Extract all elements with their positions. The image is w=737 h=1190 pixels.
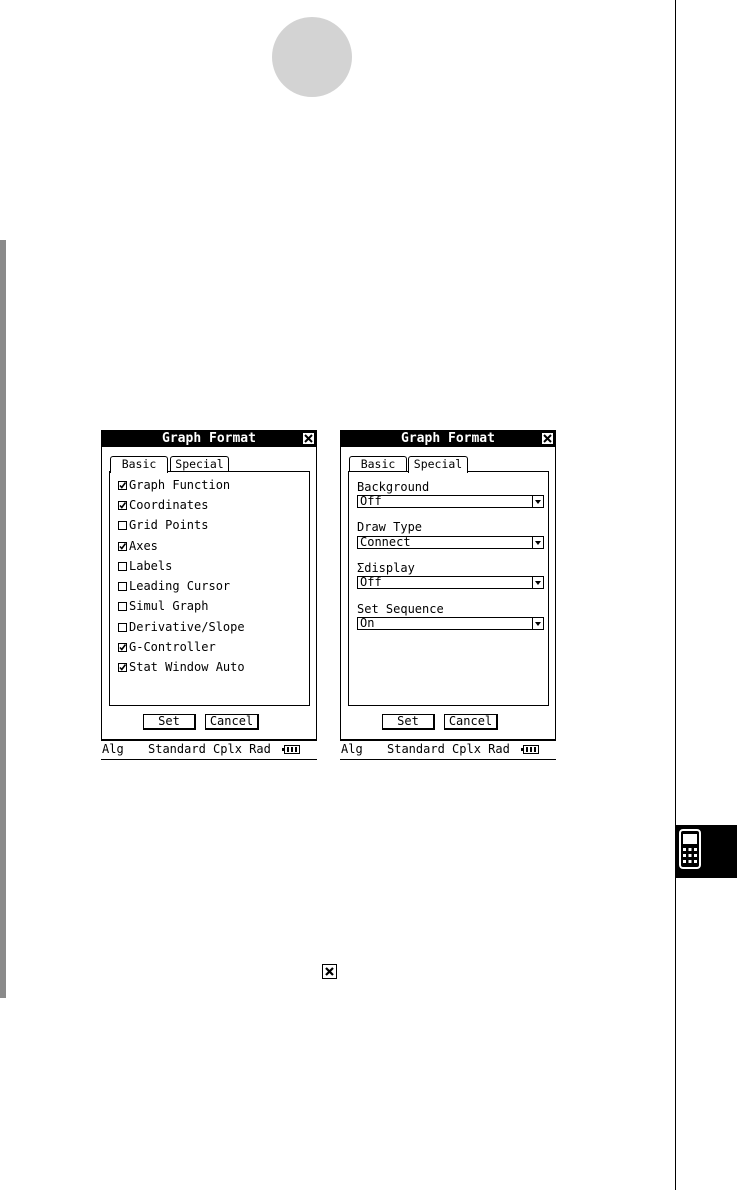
- right-margin-rule: [675, 0, 676, 1190]
- select-value: On: [360, 616, 375, 630]
- battery-icon: [282, 745, 300, 754]
- option-label: Coordinates: [129, 498, 209, 512]
- graph-format-dialog: [340, 430, 556, 740]
- select-value: Off: [360, 494, 382, 508]
- status-mode[interactable]: Alg: [341, 742, 363, 756]
- calculator-icon: [679, 829, 701, 869]
- battery-icon: [521, 745, 539, 754]
- background-select[interactable]: [357, 495, 544, 508]
- graph-format-screen-special: [340, 430, 556, 760]
- status-mode[interactable]: Alg: [102, 742, 124, 756]
- dialog-title: Graph Format: [162, 431, 256, 446]
- dropdown-arrow-icon[interactable]: [532, 537, 543, 548]
- checkbox-checked-icon: [118, 501, 127, 510]
- set-button[interactable]: Set: [382, 714, 435, 730]
- sigma-display-select[interactable]: [357, 576, 544, 589]
- cancel-button[interactable]: Cancel: [444, 714, 498, 730]
- option-label: Simul Graph: [129, 599, 209, 613]
- tab-special[interactable]: Special: [408, 456, 468, 473]
- select-value: Connect: [360, 535, 411, 549]
- option-label: Labels: [129, 559, 173, 573]
- checkbox-checked-icon: [118, 643, 127, 652]
- status-settings[interactable]: Standard Cplx Rad: [148, 742, 271, 756]
- checkbox-unchecked-icon: [118, 562, 127, 571]
- dialog-titlebar: [102, 431, 316, 447]
- dropdown-arrow-icon[interactable]: [532, 577, 543, 588]
- background-label: Background: [357, 480, 430, 494]
- page-marker-circle: [272, 17, 352, 97]
- option-label: G-Controller: [129, 640, 216, 654]
- draw-type-select[interactable]: [357, 536, 544, 549]
- graph-format-screen-basic: [101, 430, 317, 760]
- option-label: Grid Points: [129, 518, 209, 532]
- select-value: Off: [360, 575, 382, 589]
- checkbox-unchecked-icon: [118, 582, 127, 591]
- dialog-titlebar: [341, 431, 555, 447]
- draw-type-label: Draw Type: [357, 520, 423, 534]
- dialog-title: Graph Format: [401, 431, 495, 446]
- left-margin-bar: [0, 240, 6, 998]
- option-label: Graph Function: [129, 478, 231, 492]
- close-box-icon: [322, 964, 337, 979]
- set-sequence-label: Set Sequence: [357, 602, 444, 616]
- cancel-button[interactable]: Cancel: [205, 714, 259, 730]
- tab-basic[interactable]: Basic: [110, 456, 168, 473]
- close-button[interactable]: [303, 433, 314, 444]
- option-label: Stat Window Auto: [129, 660, 245, 674]
- dropdown-arrow-icon[interactable]: [532, 618, 543, 629]
- sigma-display-label: Σdisplay: [357, 561, 415, 575]
- status-settings[interactable]: Standard Cplx Rad: [387, 742, 510, 756]
- close-icon: [542, 433, 553, 444]
- checkbox-checked-icon: [118, 481, 127, 490]
- option-label: Leading Cursor: [129, 579, 231, 593]
- checkbox-unchecked-icon: [118, 623, 127, 632]
- checkbox-checked-icon: [118, 542, 127, 551]
- option-label: Axes: [129, 539, 158, 553]
- basic-options-panel: [109, 471, 310, 706]
- calculator-side-tab: [675, 825, 737, 878]
- close-icon: [303, 433, 314, 444]
- checkbox-unchecked-icon: [118, 521, 127, 530]
- checkbox-checked-icon: [118, 663, 127, 672]
- set-button[interactable]: Set: [143, 714, 196, 730]
- close-button[interactable]: [542, 433, 553, 444]
- tab-basic[interactable]: Basic: [349, 456, 407, 471]
- tab-special[interactable]: Special: [170, 456, 229, 471]
- status-bar: [340, 740, 556, 760]
- option-label: Derivative/Slope: [129, 620, 245, 634]
- dropdown-arrow-icon[interactable]: [532, 496, 543, 507]
- special-options-panel: [348, 471, 549, 706]
- graph-format-dialog: [101, 430, 317, 740]
- checkbox-unchecked-icon: [118, 602, 127, 611]
- set-sequence-select[interactable]: [357, 617, 544, 630]
- status-bar: [101, 740, 317, 760]
